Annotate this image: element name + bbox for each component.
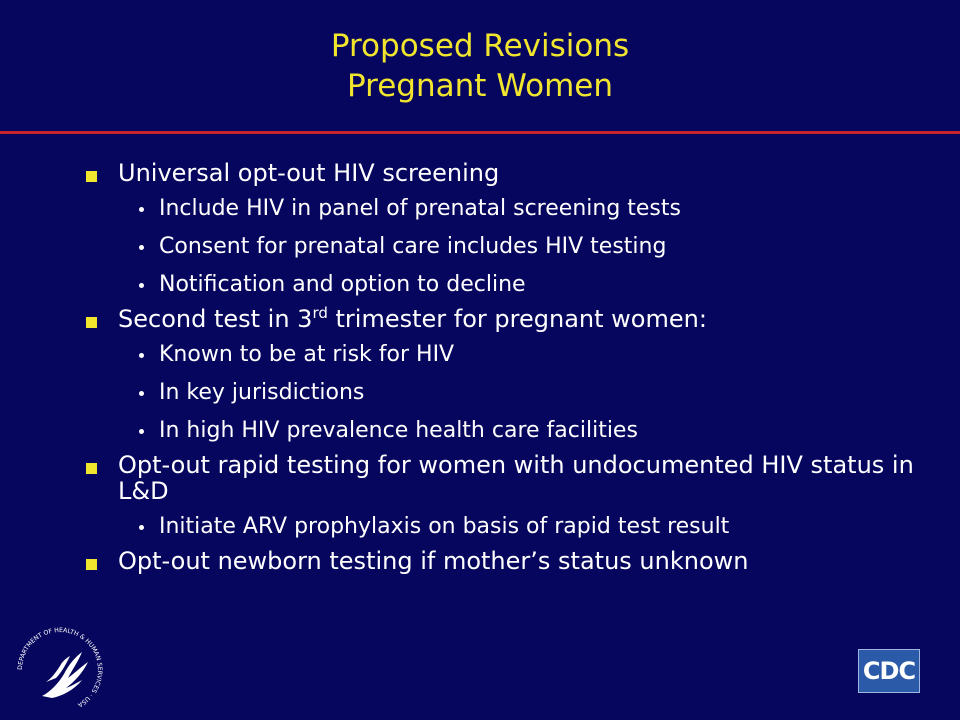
bullet-text-part: trimester for pregnant women: [327, 305, 707, 333]
sub-bullet-item [84, 234, 944, 260]
sub-bullet-text: In high HIV prevalence health care facilities [159, 418, 638, 443]
sub-bullet-text: Include HIV in panel of prenatal screening tests [159, 196, 681, 221]
bullet-item [84, 548, 944, 574]
bullet-text-part: Second test in 3 [118, 305, 313, 333]
sub-bullet-item [84, 342, 944, 368]
sub-bullet-item [84, 418, 944, 444]
sub-bullet-item [84, 196, 944, 222]
sub-bullet-text: Notification and option to decline [159, 272, 526, 297]
sub-bullet-text: Initiate ARV prophylaxis on basis of rapid test result [159, 514, 730, 539]
eagle-profile-icon [42, 652, 88, 698]
dot-bullet-icon [139, 391, 144, 396]
bullet-text: Universal opt-out HIV screening [118, 159, 500, 187]
ordinal-suffix: rd [312, 304, 328, 322]
dot-bullet-icon [139, 525, 144, 530]
sub-bullet-text: In key jurisdictions [159, 380, 365, 405]
square-bullet-icon [86, 317, 97, 328]
title-divider [0, 131, 960, 134]
sub-bullet-item [84, 514, 944, 540]
dot-bullet-icon [139, 283, 144, 288]
sub-bullet-text: Known to be at risk for HIV [159, 342, 455, 367]
dot-bullet-icon [139, 245, 144, 250]
cdc-logo [858, 649, 920, 693]
bullet-list [84, 160, 944, 584]
sub-bullet-item [84, 380, 944, 406]
bullet-item [84, 160, 944, 186]
bullet-text: Opt-out rapid testing for women with undocumented HIV status in L&D [118, 451, 914, 505]
sub-bullet-item [84, 272, 944, 298]
cdc-logo-text: CDC [862, 657, 916, 685]
dot-bullet-icon [139, 353, 144, 358]
square-bullet-icon [86, 463, 97, 474]
title-line-2: Pregnant Women [347, 68, 613, 104]
sub-bullet-text: Consent for prenatal care includes HIV testing [159, 234, 667, 259]
bullet-item [84, 452, 944, 504]
seal-text: DEPARTMENT OF HEALTH & HUMAN SERVICES · USA [16, 626, 104, 709]
bullet-item [84, 306, 944, 332]
slide-title [0, 26, 960, 106]
hhs-seal-logo [12, 622, 108, 718]
title-line-1: Proposed Revisions [330, 28, 630, 64]
square-bullet-icon [86, 559, 97, 570]
square-bullet-icon [86, 171, 97, 182]
bullet-text: Opt-out newborn testing if mother’s status unknown [118, 547, 749, 575]
dot-bullet-icon [139, 429, 144, 434]
dot-bullet-icon [139, 207, 144, 212]
